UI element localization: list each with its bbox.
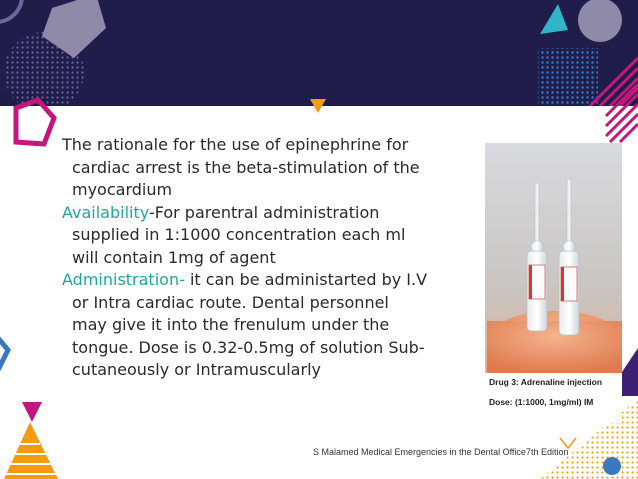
- paragraph-administration: [62, 269, 482, 382]
- pentagon-outline-shape: [16, 100, 54, 144]
- text-run: tongue. Dose is 0.32-0.5mg of solution Sub-: [72, 337, 425, 357]
- adrenaline-ampoule-photo: [485, 143, 622, 423]
- photo-caption-dose: Dose: (1:1000, 1mg/ml) IM: [489, 397, 594, 407]
- administration-heading: Administration-: [62, 270, 185, 289]
- chevron-shape: [0, 338, 8, 370]
- text-line: [62, 314, 482, 337]
- text-line: [62, 247, 482, 270]
- text-line: [62, 179, 482, 202]
- text-run: supplied in 1:1000 concentration each ml: [72, 225, 406, 244]
- text-run: it can be administarted by I.V: [184, 270, 428, 289]
- text-line: [62, 269, 482, 292]
- text-run: -For parentral administration: [148, 202, 380, 222]
- text-line: [62, 224, 482, 247]
- ampoule-illustration: [485, 143, 622, 373]
- text-run: myocardium: [72, 180, 173, 199]
- text-run: cutaneously or Intramuscularly: [72, 360, 321, 379]
- text-line: [62, 359, 482, 382]
- text-run: The rationale for the use of epinephrine for: [62, 135, 409, 154]
- slide-body: [62, 134, 482, 382]
- circle-shape: [603, 457, 621, 475]
- photo-caption-title: Drug 3: Adrenaline injection: [489, 377, 603, 387]
- text-run: or Intra cardiac route. Dental personnel: [72, 292, 389, 312]
- text-run: cardiac arrest is the beta-stimulation of the: [72, 157, 420, 177]
- triangle-shape: [22, 402, 42, 422]
- text-line: [62, 337, 482, 360]
- text-line: [62, 134, 482, 157]
- source-citation: S Malamed Medical Emergencies in the Dental Office7th Edition: [313, 447, 569, 457]
- paragraph-rationale: [62, 134, 482, 202]
- text-line: [62, 202, 482, 225]
- striped-triangle-shape: [4, 422, 58, 479]
- availability-heading: Availability: [62, 202, 149, 222]
- text-run: may give it into the frenulum under the: [72, 315, 390, 334]
- text-run: will contain 1mg of agent: [72, 247, 276, 267]
- text-line: [62, 292, 482, 315]
- paragraph-availability: [62, 202, 482, 270]
- text-line: [62, 157, 482, 180]
- triangle-down-icon: [310, 99, 326, 113]
